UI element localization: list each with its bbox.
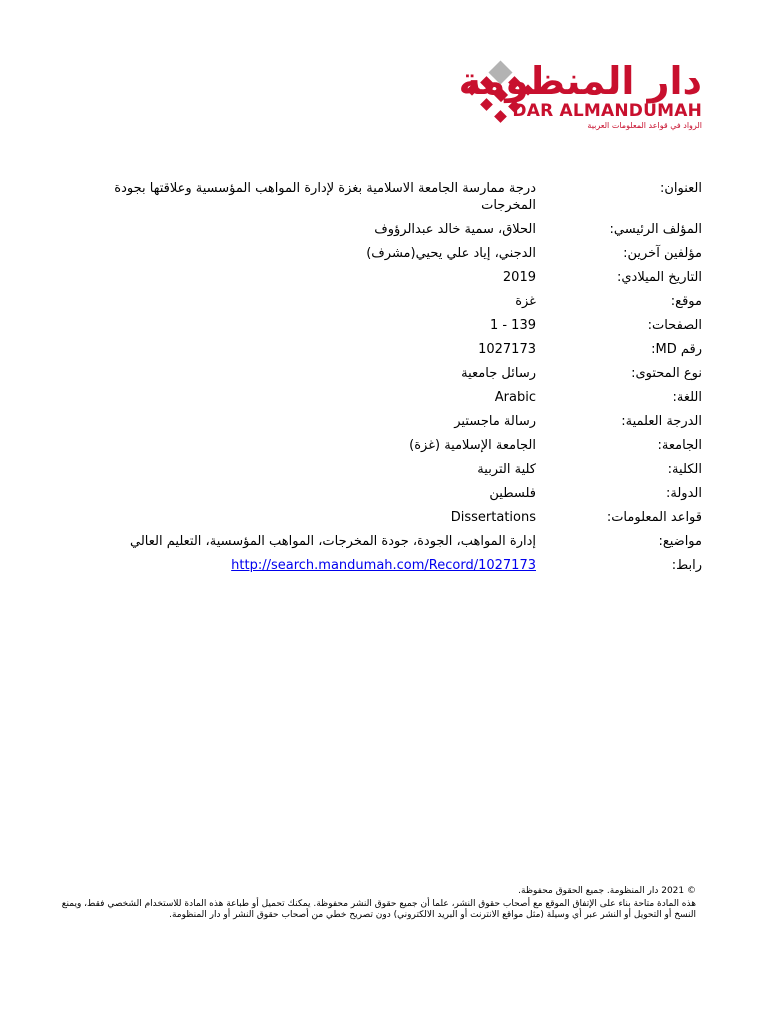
field-value: درجة ممارسة الجامعة الاسلامية بغزة لإدارة المواهب المؤسسية وعلاقتها بجودة المخرجات	[114, 181, 536, 213]
row-other-authors	[60, 245, 702, 262]
field-value: فلسطين	[489, 486, 536, 501]
row-title	[60, 180, 702, 214]
record-link[interactable]: http://search.mandumah.com/Record/1027173	[231, 558, 536, 573]
field-value: 1027173	[478, 342, 536, 357]
row-content-type	[60, 365, 702, 382]
usage-notice: هذه المادة متاحة بناء على الإتفاق الموقع مع أصحاب حقوق النشر، علما أن جميع حقوق النشر محفوظة. يمكنك تحميل أو طباعة هذه المادة للاستخدام الشخصي فقط، ويمنع النسخ أو التحويل أو النشر عبر أي وسيلة (مثل مواقع الانترنت أو البريد الالكتروني) دون تصريح خطي من أصحاب حقوق النشر أو دار المنظومة.	[61, 898, 696, 920]
field-value: غزة	[515, 294, 536, 309]
logo-tagline: الرواد في قواعد المعلومات العربية	[587, 121, 702, 130]
logo-english-name: DAR ALMANDUMAH	[512, 101, 702, 121]
field-label: نوع المحتوى:	[631, 366, 702, 381]
copyright-footer	[52, 886, 696, 923]
field-label: رقم MD:	[651, 342, 702, 357]
record-details	[60, 180, 702, 581]
field-label: العنوان:	[659, 181, 702, 196]
row-md-number	[60, 341, 702, 358]
field-label: اللغة:	[672, 390, 702, 405]
field-value: كلية التربية	[477, 462, 536, 477]
field-label: الصفحات:	[647, 318, 702, 333]
row-subjects	[60, 533, 702, 550]
field-label: موقع:	[670, 294, 702, 309]
row-university	[60, 437, 702, 454]
row-main-author	[60, 221, 702, 238]
field-label: رابط:	[671, 558, 702, 573]
field-value: الحلاق، سمية خالد عبدالرؤوف	[374, 222, 536, 237]
field-value: رسائل جامعية	[461, 366, 536, 381]
field-label: المؤلف الرئيسي:	[609, 222, 702, 237]
field-label: الدولة:	[666, 486, 702, 501]
publisher-logo	[458, 59, 702, 132]
field-value: Dissertations	[450, 510, 536, 525]
field-label: الكلية:	[667, 462, 702, 477]
field-value: رسالة ماجستير	[454, 414, 536, 429]
row-degree	[60, 413, 702, 430]
copyright-line: © 2021 دار المنظومة. جميع الحقوق محفوظة.	[518, 886, 696, 896]
field-label: التاريخ الميلادي:	[617, 270, 702, 285]
row-date	[60, 269, 702, 286]
field-value: إدارة المواهب، الجودة، جودة المخرجات، المواهب المؤسسية، التعليم العالي	[130, 534, 536, 549]
row-pages	[60, 317, 702, 334]
field-label: الجامعة:	[657, 438, 702, 453]
field-value: الدجني، إياد علي يحيي(مشرف)	[366, 246, 536, 261]
field-value: الجامعة الإسلامية (غزة)	[409, 438, 536, 453]
logo-arabic-name: دار المنظومة	[458, 59, 702, 103]
field-value: Arabic	[494, 390, 536, 405]
field-label: مواضيع:	[658, 534, 702, 549]
row-country	[60, 485, 702, 502]
field-value: 1 - 139	[489, 318, 536, 333]
row-databases	[60, 509, 702, 526]
field-label: قواعد المعلومات:	[606, 510, 702, 525]
row-faculty	[60, 461, 702, 478]
field-value	[60, 557, 536, 574]
row-language	[60, 389, 702, 406]
field-value: 2019	[502, 270, 536, 285]
row-location	[60, 293, 702, 310]
field-label: مؤلفين آخرين:	[623, 246, 702, 261]
field-label: الدرجة العلمية:	[621, 414, 702, 429]
row-link	[60, 557, 702, 574]
